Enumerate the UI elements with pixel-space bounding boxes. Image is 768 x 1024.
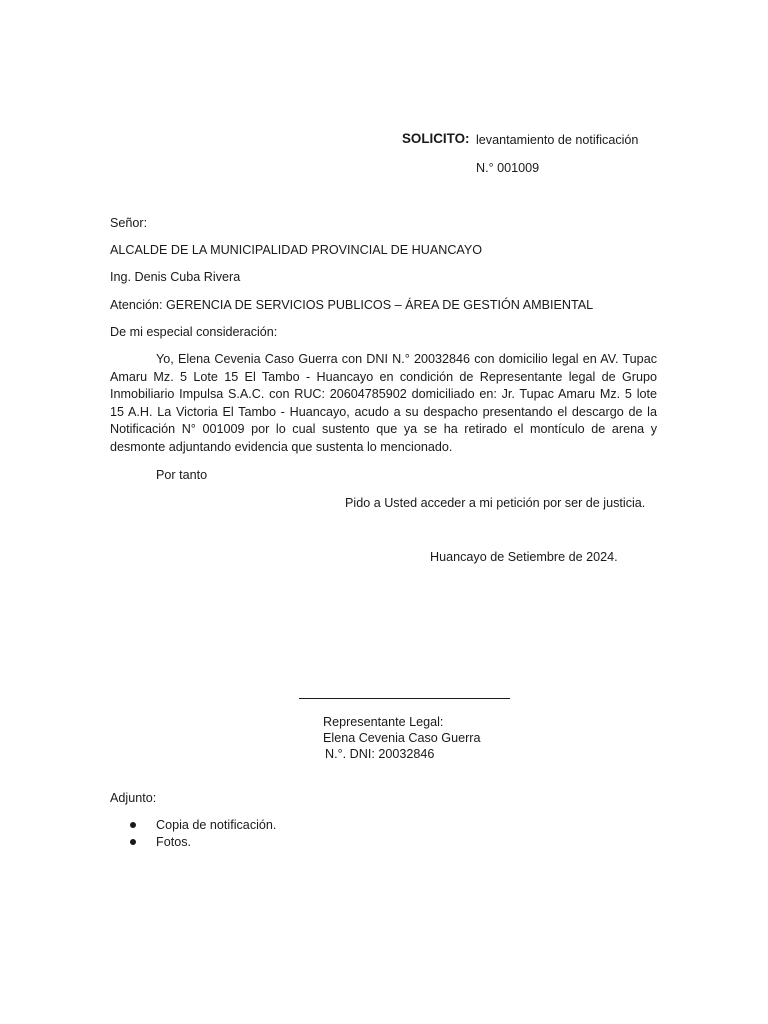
recipient-name: Ing. Denis Cuba Rivera <box>110 270 241 284</box>
bullet-icon <box>130 822 136 828</box>
signature-dni: N.°. DNI: 20032846 <box>325 747 435 761</box>
signature-line <box>299 698 510 699</box>
salutation: Señor: <box>110 216 148 230</box>
solicito-subject: levantamiento de notificación <box>476 133 639 147</box>
solicito-label: SOLICITO: <box>402 131 470 146</box>
bullet-icon <box>130 839 136 845</box>
signature-name: Elena Cevenia Caso Guerra <box>323 731 481 745</box>
attachment-item-label: Fotos. <box>156 835 191 849</box>
recipient-title: ALCALDE DE LA MUNICIPALIDAD PROVINCIAL DE HUANCAYO <box>110 243 483 257</box>
por-tanto: Por tanto <box>156 468 208 482</box>
request-line: Pido a Usted acceder a mi petición por ser de justicia. <box>345 496 646 510</box>
greeting: De mi especial consideración: <box>110 325 278 339</box>
attachment-item-label: Copia de notificación. <box>156 818 277 832</box>
date-place: Huancayo de Setiembre de 2024. <box>430 550 618 564</box>
solicito-notification-number: N.° 001009 <box>476 161 540 175</box>
signature-title: Representante Legal: <box>323 715 444 729</box>
attention-line: Atención: GERENCIA DE SERVICIOS PUBLICOS – ÁREA DE GESTIÓN AMBIENTAL <box>110 298 594 312</box>
body-paragraph: Yo, Elena Cevenia Caso Guerra con DNI N.° 20032846 con domicilio legal en AV. Tupac Amaru Mz. 5 Lote 15 El Tambo - Huancayo en condición de Representante legal de Grupo Inmobiliario Impulsa S.A.C. con RUC: 20604785902 domiciliado en: Jr. Tupac Amaru Mz. 5 lote 15 A.H. La Victoria El Tambo - Huancayo, acudo a su despacho presentando el descargo de la Notificación N° 001009 por lo cual sustento que ya se ha retirado el montículo de arena y desmonte adjuntando evidencia que sustenta lo mencionado. <box>110 352 657 454</box>
attachments-label: Adjunto: <box>110 791 157 805</box>
